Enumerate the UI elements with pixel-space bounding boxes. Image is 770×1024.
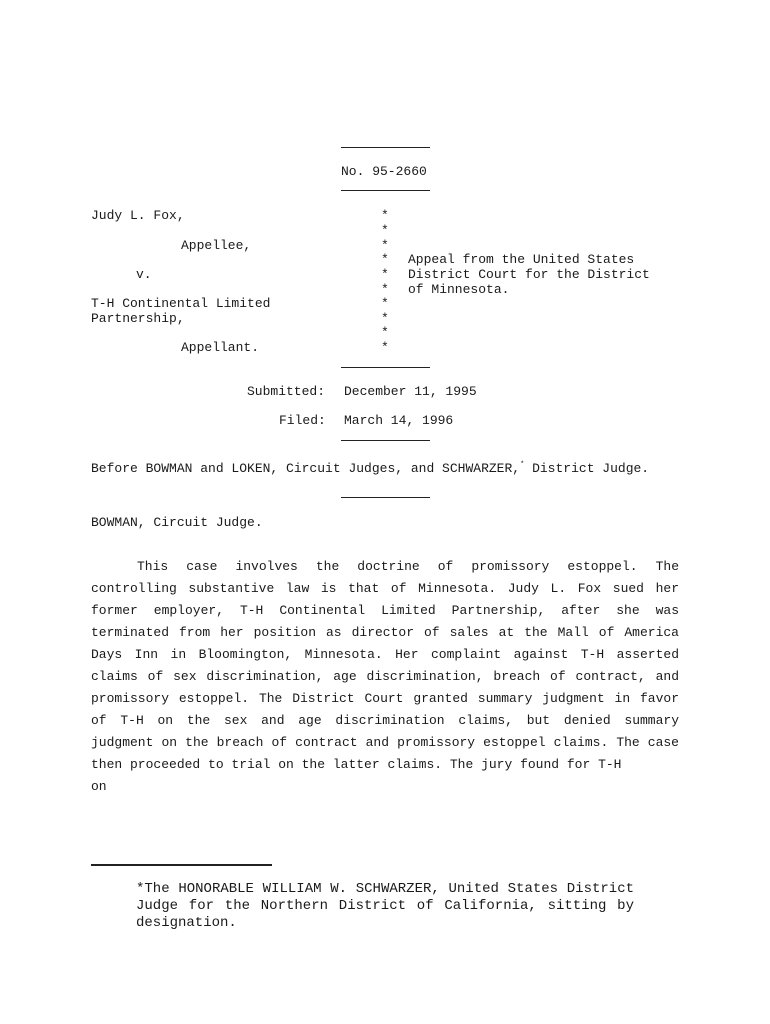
caption-star: * — [381, 223, 389, 238]
appeal-from-line1: Appeal from the United States — [408, 252, 635, 267]
caption-star: * — [381, 325, 389, 340]
footnote-body: *The HONORABLE WILLIAM W. SCHWARZER, United States District Judge for the Northern District of California, sitting by designation. — [136, 881, 634, 931]
submitted-date: December 11, 1995 — [344, 384, 477, 399]
appeal-from-line2: District Court for the District — [408, 267, 650, 282]
footnote-text — [136, 881, 634, 932]
header-rule-bottom — [341, 190, 430, 191]
dates-rule — [341, 440, 430, 441]
panel-before-text: Before BOWMAN and LOKEN, Circuit Judges, and SCHWARZER, — [91, 461, 521, 476]
caption-star: * — [381, 267, 389, 282]
panel-line — [91, 458, 649, 477]
caption-star: * — [381, 296, 389, 311]
footnote-rule — [91, 864, 272, 866]
header-rule-top — [341, 147, 430, 148]
versus: v. — [136, 267, 152, 282]
caption-star: * — [381, 238, 389, 253]
appeal-from-line3: of Minnesota. — [408, 282, 510, 297]
caption-rule — [341, 367, 430, 368]
caption-star: * — [381, 208, 389, 223]
caption-star: * — [381, 311, 389, 326]
submitted-label: Submitted: — [247, 384, 326, 399]
caption-star: * — [381, 340, 389, 355]
opinion-body — [91, 556, 679, 798]
opinion-author: BOWMAN, Circuit Judge. — [91, 515, 263, 530]
filed-label: Filed: — [279, 413, 326, 428]
opinion-paragraph: This case involves the doctrine of promissory estoppel. The controlling substantive law is that of Minnesota. Judy L. Fox sued her former employer, T-H Continental Limited Partnership, after she was terminated from her position as director of sales at the Mall of America Days Inn in Bloomington, Minnesota. Her complaint against T-H asserted claims of sex discrimination, age discrimination, breach of contract, and promissory estoppel. The District Court granted summary judgment in favor of T-H on the sex and age discrimination claims, but denied summary judgment on the breach of contract and promissory estoppel claims. The case then proceeded to trial on the latter claims. The jury found for T-H — [91, 559, 679, 772]
caption-star: * — [381, 252, 389, 267]
party2-role: Appellant. — [181, 340, 260, 355]
party1-role: Appellee, — [181, 238, 252, 253]
caption-star: * — [381, 282, 389, 297]
panel-suffix: District Judge. — [524, 461, 650, 476]
filed-date: March 14, 1996 — [344, 413, 454, 428]
party1-name: Judy L. Fox, — [91, 208, 185, 223]
party2-name-line2: Partnership, — [91, 311, 185, 326]
opinion-last-line: on — [91, 779, 107, 794]
case-number: No. 95-2660 — [341, 164, 427, 179]
party2-name-line1: T-H Continental Limited — [91, 296, 271, 311]
panel-rule — [341, 497, 430, 498]
footnote-marker: * — [520, 461, 525, 469]
